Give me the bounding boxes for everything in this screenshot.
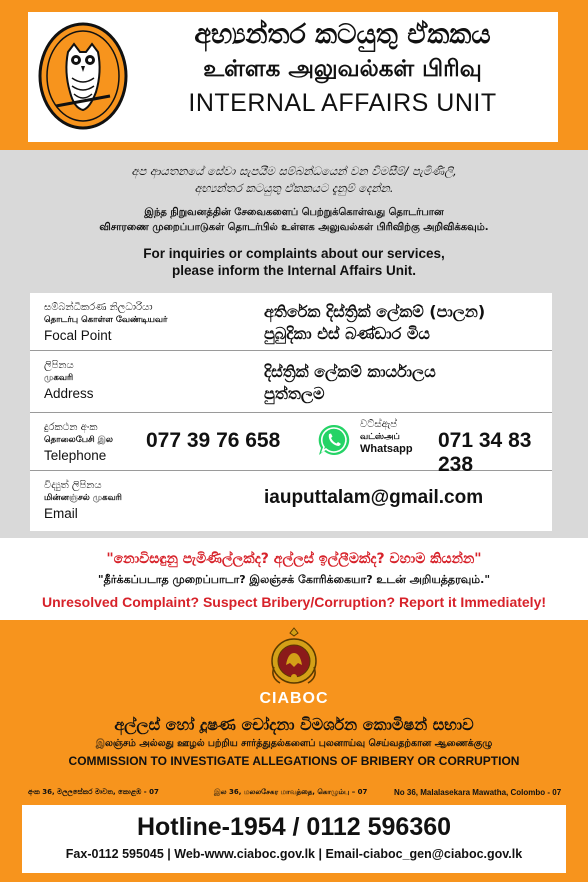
focal-point-row [30, 293, 552, 351]
telephone-label: දුරකථන අංක தொலைபேசி இல Telephone [44, 422, 113, 463]
contact-details[interactable]: Fax-0112 595045 | Web-www.ciaboc.gov.lk | Email-ciaboc_gen@ciaboc.gov.lk [65, 847, 523, 861]
info-card [30, 293, 552, 531]
slogan [10, 548, 578, 614]
title-tamil: உள்ளக அலுவல்கள் பிரிவு [203, 56, 482, 82]
title-block [140, 18, 545, 120]
hotline-card [22, 805, 566, 873]
owl-emblem-icon [38, 22, 128, 130]
slogan-tamil: "தீர்க்கப்படாத முறைப்பாடா? இலஞ்சக் கோரிக்கையா? உடன் அறியத்தரவும்." [97, 573, 491, 586]
slogan-sinhala: "නොවිසඳුනු පැමිණිල්ලක්ද? අල්ලස් ඉල්ලීමක්ද? වහාම කියන්න" [106, 551, 482, 567]
email-row [30, 471, 552, 531]
focal-point-value: අතිරේක දිස්ත්‍රික් ලේකම් (පාලන) පුබුදිකා එස් බණ්ඩාර මිය [264, 302, 486, 343]
commission-sinhala: අල්ලස් හෝ දූෂණ චෝදනා විමර්ශන කොමිෂන් සභාව [114, 715, 474, 734]
title-english: INTERNAL AFFAIRS UNIT [188, 89, 497, 117]
intro-sinhala: අප ආයතනයේ සේවා සැපයීම සම්බන්ධයෙන් වන විමසීම්/ පැමිණිලි, අභ්‍යන්තර කටයුතු ඒකකයට දැනුම් දෙන්න. [131, 164, 457, 195]
intro-text [20, 163, 568, 279]
email-value[interactable]: iauputtalam@gmail.com [264, 487, 484, 508]
intro-tamil: இந்த நிறுவனத்தின் சேவைகளைப் பெற்றுக்கொள்வது தொடர்பான விசாரணை முறைப்பாடுகள் தொடர்பில் உள்ளக அலுவல்கள் பிரிவிற்கு அறிவிக்கவும். [99, 207, 489, 233]
focal-point-label: සම්බන්ධීකරණ නිලධාරියා தொடர்பு கொள்ள வேண்டியவர் Focal Point [44, 302, 168, 343]
commission-english: COMMISSION TO INVESTIGATE ALLEGATIONS OF BRIBERY OR CORRUPTION [68, 754, 520, 768]
intro-english: For inquiries or complaints about our services, please inform the Internal Affairs Unit. [143, 246, 445, 278]
hotline-number[interactable]: Hotline-1954 / 0112 596360 [136, 813, 452, 841]
whatsapp-number[interactable]: 071 34 83 238 [438, 429, 532, 476]
commission-tamil: இலஞ்சம் அல்லது ஊழல் பற்றிய சார்த்துதல்களைப் புலனாய்வு செய்வதற்கான ஆணைக்குழு [95, 738, 493, 749]
email-label: විද්‍යුත් ලිපිනය மின்னஞ்சல் முகவரி Email [44, 480, 122, 521]
whatsapp-label: වට්ස්ඇප් வட்ஸ்அப் Whatsapp [360, 419, 413, 455]
address-sinhala: අංක 36, මලලසේකර මාවත, කොළඹ - 07 [28, 788, 159, 796]
address-tamil: இல 36, மலலசேகர மாவத்தை, கொழும்பு – 07 [214, 788, 368, 796]
commission-name [10, 714, 578, 770]
sri-lanka-crest-icon [270, 627, 318, 689]
address-value: දිස්ත්‍රික් ලේකම් කාර්යාලය පුත්තලම [264, 362, 436, 403]
title-sinhala: අභ්‍යන්තර කටයුතු ඒකකය [194, 19, 491, 50]
whatsapp-icon [317, 423, 351, 457]
slogan-english: Unresolved Complaint? Suspect Bribery/Corruption? Report it Immediately! [41, 594, 547, 610]
telephone-row [30, 413, 552, 476]
ciaboc-wordmark: CIABOC [259, 690, 329, 707]
address-label: ලිපිනය முகவரி Address [44, 360, 94, 401]
address-row [30, 351, 552, 413]
telephone-number[interactable]: 077 39 76 658 [146, 429, 281, 452]
address-english: No 36, Malalasekara Mawatha, Colombo - 07 [394, 788, 562, 797]
